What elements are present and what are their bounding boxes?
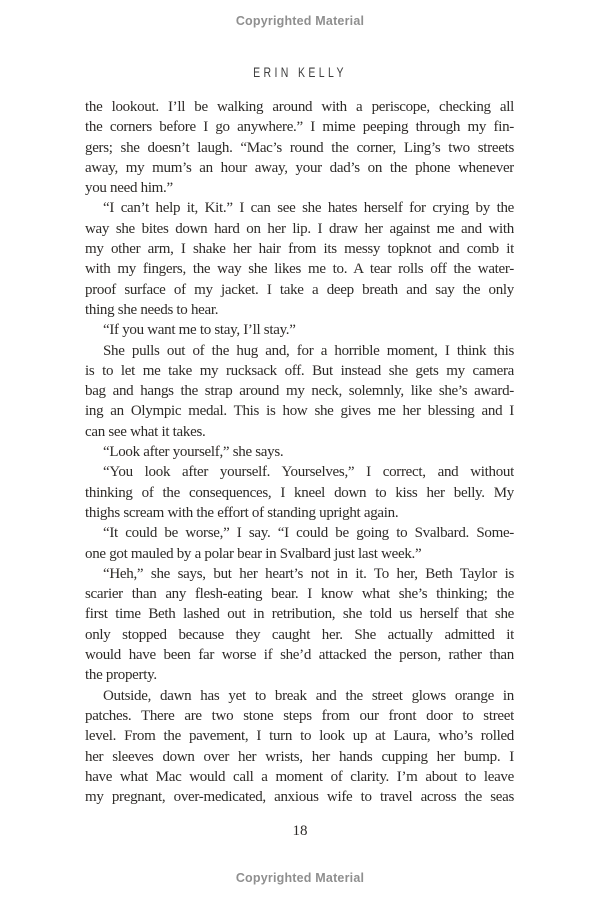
body-line: the corners before I go anywhere.” I mime peeping through my fin-	[85, 119, 514, 136]
body-line: proof surface of my jacket. I take a deep breath and say the only	[85, 281, 514, 298]
body-text	[85, 97, 514, 807]
body-line: you need him.”	[85, 180, 173, 197]
body-line: can see what it takes.	[85, 423, 206, 440]
running-header-author: ERIN KELLY	[253, 64, 347, 80]
copyright-notice-top: Copyrighted Material	[235, 14, 365, 28]
body-line: away, my mum’s an hour away, your dad’s on the phone whenever	[85, 159, 514, 176]
page-number: 18	[292, 823, 308, 839]
body-line: “Look after yourself,” she says.	[103, 444, 284, 461]
body-line: thing she needs to hear.	[85, 301, 219, 318]
body-line: have what Mac would call a moment of clarity. I’m about to leave	[85, 768, 514, 785]
body-line: thinking of the consequences, I kneel down to kiss her belly. My	[85, 484, 514, 501]
body-line: my other arm, I shake her hair from its messy topknot and comb it	[85, 241, 514, 258]
body-line: way she bites down hard on her lip. I draw her against me and with	[85, 220, 514, 237]
body-line: patches. There are two stone steps from our front door to street	[85, 707, 514, 724]
body-line: “You look after yourself. Yourselves,” I correct, and without	[103, 464, 514, 481]
body-line: my pregnant, over-medicated, anxious wife to travel across the seas	[85, 789, 514, 806]
body-line: “Heh,” she says, but her heart’s not in it. To her, Beth Taylor is	[103, 565, 514, 582]
body-line: would have been far worse if she’d attacked the person, rather than	[85, 647, 514, 664]
body-line: level. From the pavement, I turn to look up at Laura, who’s rolled	[85, 728, 514, 745]
body-line: scarier than any flesh-eating bear. I know what she’s thinking; the	[85, 586, 514, 603]
body-line: “If you want me to stay, I’ll stay.”	[103, 322, 296, 339]
body-line: the property.	[85, 667, 157, 684]
body-line: one got mauled by a polar bear in Svalbard just last week.”	[85, 545, 422, 562]
body-line: with my fingers, the way she likes me to. A tear rolls off the water-	[85, 261, 514, 278]
body-line: Outside, dawn has yet to break and the street glows orange in	[103, 687, 514, 704]
body-line: the lookout. I’ll be walking around with a periscope, checking all	[85, 99, 514, 115]
copyright-notice-bottom: Copyrighted Material	[235, 871, 365, 885]
body-line: only stopped because they caught her. She actually admitted it	[85, 626, 514, 643]
body-line: “It could be worse,” I say. “I could be going to Svalbard. Some-	[103, 525, 514, 542]
body-line: bag and hangs the strap around my neck, solemnly, like she’s award-	[85, 383, 514, 400]
body-line: thighs scream with the effort of standing upright again.	[85, 504, 399, 521]
body-line: her sleeves down over her wrists, her hands cupping her bump. I	[85, 748, 514, 765]
body-line: gers; she doesn’t laugh. “Mac’s round the corner, Ling’s two streets	[85, 139, 514, 156]
body-line: first time Beth lashed out in retribution, she told us herself that she	[85, 606, 514, 623]
body-line: ing an Olympic medal. This is how she gives me her blessing and I	[85, 403, 514, 420]
body-line: is to let me take my rucksack off. But instead she gets my camera	[85, 362, 514, 379]
body-line: She pulls out of the hug and, for a horrible moment, I think this	[103, 342, 514, 359]
body-line: “I can’t help it, Kit.” I can see she hates herself for crying by the	[103, 200, 514, 217]
